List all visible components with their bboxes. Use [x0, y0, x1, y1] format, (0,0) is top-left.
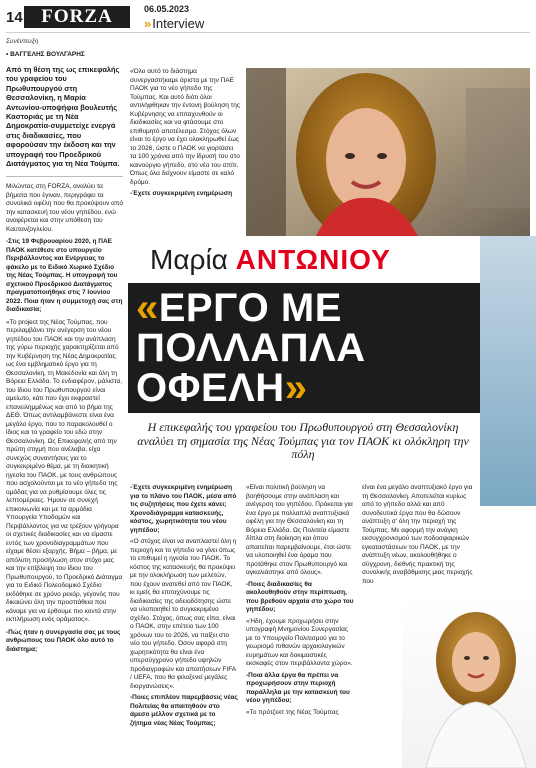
header-divider — [6, 32, 530, 33]
question-3-start: -Έχετε συγκεκριμένη ενημέρωση — [130, 190, 233, 197]
question-4: -Ποιες επιπλέον παρεμβάσεις νέας Πολιτείας θα απαιτηθούν στο άμεσο μέλλον σχετικά με το ζήτημα νέας Νέας Τούμπας; — [130, 694, 238, 727]
section-name: Interview — [152, 16, 205, 31]
portrait-photo-top — [246, 68, 530, 236]
portrait-photo-bottom — [402, 598, 536, 768]
question-6: -Ποια άλλα έργα θα πρέπει να προχωρήσουν στην περιοχή παράλληλα με την κατασκευή του νέου γηπέδου; — [246, 671, 350, 704]
chevron-right-icon: » — [144, 16, 152, 31]
name-first: Μαρία — [150, 244, 228, 275]
answer-1: «Το project της Νέας Τούμπας, που περιλαμβάνει την ανέγερση του νέου γηπέδου του ΠΑΟΚ και την ανάπλαση της γύρω περιοχής χαρακτηρίζεται από την Κυβέρνηση της Νέας Δημοκρατίας ως ένα εμβληματικό έργο για τη Θεσσαλονίκη, τη Μακεδονία και όλη τη Βόρεια Ελλάδα. Το ενδιαφέρον, μάλιστα, του ίδιου του Πρωθυπουργού είναι αμείωτο, κάτι που έχει εκφραστεί επανειλημμένως και από το βήμα της ΔΕΘ. Όπως αντιλαμβάνεστε είναι ένα μεγάλο έργο, που το παρακολουθεί ο ίδιος και το γραφείο του εδώ στην Θεσσαλονίκη. Ως Επικεφαλής από την πρώτη στιγμή που ανέλαβα, είχα συνεχώς συναντήσεις για το συγκεκριμένο θέμα, με τη διοικητική ηγεσία του ΠΑΟΚ, με τους ανθρώπους που ασχολούνται με το νέο γήπεδο της ομάδας για να ρυθμίσουμε όλες τις λεπτομέρειες. Ήμουν σε συνεχή επικοινωνία και με τα αρμόδια Υπουργεία Υποδομών και Περιβάλλοντος για να τρέξουν γρήγορα οι σχετικές διαδικασίες και να είμαστε εντός των χρονοδιαγραμμάτων που είχαμε θέσει εξαρχής. Βήμα – βήμα, με απόλυτη προσήλωση στον στόχο μας και την επίβλεψη του ίδιου του Πρωθυπουργού, το Προεδρικό Διάταγμα για το Ειδικό Πολεοδομικό Σχέδιο εκδόθηκε σε χρόνο ρεκόρ, γεγονός που δικαιώνει όλη την προσπάθεια που κάναμε για να έρθουμε πιο κοντά στην εκπλήρωση ενός οράματος». — [6, 318, 123, 624]
quote-open-mark: « — [136, 286, 159, 330]
interviewee-name — [150, 244, 391, 276]
question-5: -Ποιες διαδικασίες θα ακολουθηθούν στην περίπτωση, που βρεθούν αρχαία στο χώρο του γηπέδου; — [246, 580, 354, 613]
headline-line-2: ΠΟΛΛΑΠΛΑ — [136, 326, 366, 370]
question-3: -Έχετε συγκεκριμένη ενημέρωση για το πλάνο του ΠΑΟΚ, μέσα από τις συζητήσεις που έχετε κάνει; Χρονοδιάγραμμα κατασκευής, κόστος, χωρητικότητα του νέου γηπέδου; — [130, 484, 237, 534]
answer-3: «Ο στόχος είναι να αναπλαστεί όλη η περιοχή και το γήπεδο να γίνει όπως το επιθυμεί η ηγεσία του ΠΑΟΚ. Το κόστος της κατασκευής θα προκύψει με την ολοκλήρωση των μελετών, που έχουν ανατεθεί από τον ΠΑΟΚ, κι εμείς θα επιταχύνουμε τις διαδικασίες της αδειοδότησης ώστε να υλοποιηθεί το συγκεκριμένο σχέδιο. Στόχος, όπως σας είπα, είναι ο ΠΑΟΚ, στην επέτειο των 100 χρόνων του το 2026, να παίξει στο νέο του γήπεδο. Όσον αφορά στη χωρητικότητα θα είναι ένα υπερσύγχρονο γήπεδο υψηλών προδιαγραφών και απαιτήσεων FIFA / UEFA, που θα φιλοξενεί μεγάλες διοργανώσεις». — [130, 538, 237, 690]
name-last: ΑΝΤΩΝΙΟΥ — [235, 244, 391, 275]
byline-author: • ΒΑΓΓΕΛΗΣ ΒΟΥΛΓΑΡΗΣ — [6, 50, 85, 58]
issue-date: 06.05.2023 — [144, 4, 190, 14]
article-subtitle: Η επικεφαλής του γραφείου του Πρωθυπουργού στη Θεσσαλονίκη αναλύει τη σημασία της Νέας Τούμπας για τον ΠΑΟΚ κι ολόκληρη την πόλη — [137, 420, 469, 461]
quote-close-mark: » — [284, 366, 308, 410]
headline-line-3 — [136, 368, 307, 408]
article-column-left — [6, 38, 123, 658]
headline-text-1: ΕΡΓΟ ΜΕ — [158, 286, 342, 330]
byline-label: Συνέντευξη — [6, 38, 39, 45]
article-column-mid-top — [130, 68, 240, 202]
answer-6-start: «Το πρότζεκτ της Νέας Τούμπας — [246, 708, 339, 716]
forza-logo: FORZA — [24, 6, 130, 28]
article-lead: Από τη θέση της ως επικεφαλής του γραφείου του Πρωθυπουργού στη Θεσσαλονίκη, η Μαρία Αντωνίου-υποψήφια βουλευτής Καστοριάς με τη Νέα Δημοκρατία-συμμετείχε ενεργά στις διαδικασίες, που αφορούσαν την έκδοση και την υπογραφή του Προεδρικού Διατάγματος για τη Νέα Τούμπα. — [6, 65, 120, 169]
answer-4: «Είναι πολιτική βούληση να βοηθήσουμε στην ανάπλαση και ανέγερση του γηπέδου. Πρόκειται για ένα έργο με πολλαπλά αναπτυξιακά οφέλη για την Θεσσαλονίκη και τη Βόρεια Ελλάδα. Ως Πολιτεία είμαστε δίπλα στη διοίκηση και όπου απαιτείται παρεμβαίνουμε, έτσι ώστε να υλοποιηθεί ένα όραμα που προτάθηκε στον Πρωθυπουργό και αγκαλιάστηκε από όλους». — [246, 484, 353, 576]
answer-2: «Όλο αυτό το διάστημα συνεργαστήκαμε άριστα με την ΠΑΕ ΠΑΟΚ για το νέο γήπεδο της Τούμπας. Και αυτό διότι όλοι αντιλήφθηκαν την έντονη βούληση της Κυβέρνησης να επιταχυνθούν οι διαδικασίες και να φτάσουμε στο επιθυμητό αποτέλεσμα. Στόχος όλων είναι το έργο να έχει ολοκληρωθεί έως το 2026, ώστε ο ΠΑΟΚ να γιορτάσει τα 100 χρόνια από την ίδρυσή του στο καινούργιο γήπεδο, στο νέο του σπίτι. Όπως όλα δείχνουν είμαστε σε καλό δρόμο. — [130, 68, 240, 186]
headline-text-3: ΟΦΕΛΗ — [136, 366, 285, 410]
lead-block — [6, 65, 123, 177]
headline-line-1 — [136, 288, 342, 328]
article-column-low-3 — [362, 484, 474, 589]
answer-5: «Ήδη, έχουμε προχωρήσει στην υπογραφή Μνημονίου Συνεργασίας με το Υπουργείο Πολιτισμού για το γεωρισμό πιθανών αρχαιολογικών ευρημάτων και δοκιμαστικές εκσκαφές στον περιβάλλοντα χώρο». — [246, 617, 353, 667]
article-intro: Μιλώντας στη FORZA, αναλύει τα βήματα που έγιναν, περιγράφει τα συνολικά οφέλη που θα προκύψουν από την κατασκευή του νέου γηπέδου, ενώ αναφέρεται και στην υπόθεση του Καυτανζογλείου. — [6, 183, 123, 233]
question-1: -Στις 19 Φεβρουαρίου 2020, η ΠΑΕ ΠΑΟΚ κατέθεσε στο υπουργείο Περιβάλλοντος και Ενέργειας το φάκελο με το Ειδικό Χωρικό Σχέδιο της Νέας Τούμπας. Η υπογραφή του σχετικού Προεδρικού Διατάγματος πραγματοποιήθηκε στις 7 Ιουνίου 2022. Ποια ήταν η συμμετοχή σας στη διαδικασία; — [6, 238, 123, 314]
page-number: 14 — [6, 9, 23, 26]
answer-6-cont: είναι ένα μεγάλο αναπτυξιακό έργο για τη Θεσσαλονίκη. Αποτελείται κυρίως από το γήπεδο αλλά και από συνοδευτικά έργα που θα δώσουν ανάπτυξη σ' όλη την περιοχή της Τούμπας. Με αφορμή την ανάγκη εκσυγχρονισμού των ποδοσφαιρικών εγκαταστάσεων του ΠΑΟΚ, με την ανάπτυξη νέων, ακολουθήθηκε ο σύγχρονη, διεθνής πρακτική της συνολικής αναβάθμισης μιας περιοχής που — [362, 484, 473, 585]
background-photo-sea — [480, 236, 536, 506]
question-2: -Πώς ήταν η συνεργασία σας με τους ανθρώπους του ΠΑΟΚ όλο αυτό το διάστημα; — [6, 628, 121, 653]
section-label — [144, 16, 204, 31]
article-column-low-2 — [246, 484, 354, 720]
article-column-low-1 — [130, 484, 238, 731]
